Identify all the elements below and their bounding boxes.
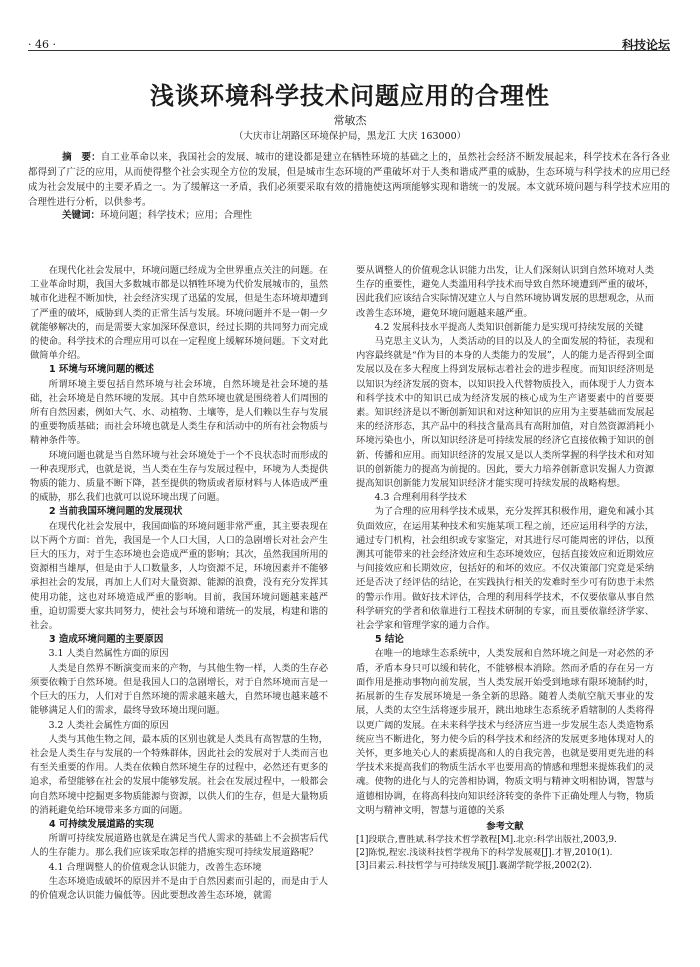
- body-paragraph: 要从调整人的价值观念认识能力出发，让人们深刻认识到自然环境对人类生存的重要性，避免人类滥用科学技术而导致自然环境遭到严重的破坏，因此我们应该结合实际情况建立人与自然环境协调发展的思想观念，从而改善生态环境，避免环境问题越来越严重。: [356, 265, 654, 319]
- journal-section-name: 科技论坛: [621, 38, 670, 52]
- body-paragraph: 马克思主义认为，人类活动的目的以及人的全面发展的特征，表现和内容最终就是“作为目的本身的人类能力的发展”，人的能力是否得到全面发展以及在多大程度上得到发展标志着社会的进步程度。而知识经济则是以知识为经济发展的资本，以知识投入代替物质投入，而体现于人力资本和科学技术中的知识已成为经济发展的核心成为生产诸要素中的首要要素。知识经济是以不断创新知识和对这种知识的应用为主要基础而发展起来的经济形态，其产品中的科技含量高具有高附加值，对自然资源消耗小环境污染也小，所以知识经济是可持续发展的经济它直接依赖于知识的创新、传播和应用。而知识经济的发展又是以人类所掌握的科学技术和对知识的创新能力的提高为前提的。因此，要大力培养创新意识发掘人力资源提高知识创新能力发展知识经济才能实现可持续发展的战略构想。: [356, 336, 654, 490]
- section-heading: 4.1 合理调整人的价值观念认识能力，改善生态环境: [48, 861, 262, 873]
- body-paragraph: 人类与其他生物之间，最本质的区别也就是人类具有高智慧的生物，社会是人类生存与发展的一个特殊群体，因此社会的发展对于人类而言也有至关重要的作用。人类在依赖自然环境生存的过程中，必然还有更多的追求，希望能够在社会的发展中能够发展。社会在发展过程中，一般都会向自然环境中挖掘更多物质能源与资源，以供人们的生存，但是大量物质的消耗避免给环境带来多方面的问题。: [30, 733, 328, 816]
- body-paragraph: 在现代化社会发展中，我国面临的环境问题非常严重，其主要表现在以下两个方面：首先，我国是一个人口大国，人口的急剧增长对社会产生巨大的压力，对于生态环境也会造成严重的影响；其次，虽然我国所用的资源相当雄厚，但是由于人口数量多，人均资源不足，环境因素并不能够承担社会的发展，再加上人们对大量资源、能源的浪费，没有充分发挥其使用功能，这也对环境造成严重的影响。目前，我国环境问题越来越严重，迫切需要大家共同努力，使社会与环境和谐统一的发展，构建和谐的社会。: [30, 520, 328, 632]
- left-column: [30, 264, 328, 903]
- body-paragraph: 人类是自然界不断演变而来的产物，与其他生物一样，人类的生存必须要依赖于自然环境。但是我国人口的急剧增长，对于自然环境而言是一个巨大的压力，人们对于自然环境的需求越来越大，自然环境也越来越不能够满足人们的需求，最终导致环境出现问题。: [30, 662, 328, 717]
- keywords-label: 关键词：: [62, 210, 101, 221]
- abstract-label: 摘 要：: [62, 152, 101, 163]
- body-paragraph: 所谓环境主要包括自然环境与社会环境，自然环境是社会环境的基础，社会环境是自然环境的发展。其中自然环境也就是围绕着人们周围的所有自然因素，例如大气、水、动植物、土壤等，是人们赖以生存与发展的重要物质基础；而社会环境也就是人类生存和活动中的所有社会物质与精神条件等。: [30, 378, 328, 447]
- section-heading: 3 造成环境问题的主要原因: [49, 634, 164, 646]
- abstract-text: 自工业革命以来，我国社会的发展、城市的建设都是建立在牺牲环境的基础之上的，虽然社会经济不断发展起来，科学技术在各行各业都得到了广泛的应用，从而使得整个社会实现全方位的发展，但是城市生态环境的严重破坏对于人类和谐成严重的威胁，生态环境与科学技术的应用已经成为社会发展中的主要矛盾之一。为了缓解这一矛盾，我们必须要采取有效的措施使这两项能够实现和谐统一的发展。本文就环境问题与科学技术应用的合理性进行分析，以供参考。: [28, 152, 670, 208]
- section-heading: 1 环境与环境问题的概述: [49, 364, 154, 376]
- body-paragraph: 在现代化社会发展中，环境问题已经成为全世界重点关注的问题。在工业革命时期，我国大多数城市都是以牺牲环境为代价发展城市的，虽然城市化进程不断加快，社会经济实现了迅猛的发展，但是生态环境却遭到了严重的破坏，威胁到人类的正常生活与发展。环境问题并不是一朝一夕就能够解决的，而是需要大家加深环保意识，经过长期的共同努力而完成的使命。科学技术的合理应用可以在一定程度上缓解环境问题。下文对此做简单介绍。: [30, 265, 328, 362]
- abstract: [28, 150, 670, 210]
- section-heading: 3.2 人类社会属性方面的原因: [48, 719, 169, 731]
- section-heading: 2 当前我国环境问题的发展现状: [49, 506, 183, 518]
- body-paragraph: 在唯一的地球生态系统中，人类发展和自然环境之间是一对必然的矛盾，矛盾本身只可以缓和转化，不能够根本消除。然而矛盾的存在另一方面作用是推动事物向前发展，当人类发展开始受到地球有限环境制约时，拓展新的生存发展环境是一条全新的思路。随着人类航空航天事业的发展，人类的太空生活将逐步展开，跳出地球生态系统矛盾辖制的人类将得以更广阔的发展。在未来科学技术与经济应当进一步发展生态人类造物系统应当不断进化，努力使今后的科学技术和经济的发展更多地体现对人的关怀，更多地关心人的素质提高和人的自我完善，也就是要用更先进的科学技术来提高我们的物质生活水平也要用高的情感和理想来提炼我们的灵魂。使物的进化与人的完善相协调，物质文明与精神文明相协调，智慧与道德相协调，在将高科技向知识经济转变的条件下正确处理人与物，物质文明与精神文明，智慧与道德的关系: [356, 648, 654, 816]
- reference-item: [1]段联合,曹胜斌.科学技术哲学教程[M].北京:科学出版社,2003,9.: [356, 835, 617, 846]
- section-heading: 3.1 人类自然属性方面的原因: [48, 648, 169, 660]
- section-heading: 5 结论: [375, 634, 404, 646]
- body-paragraph: 为了合理的应用科学技术成果，充分发挥其积极作用，避免和减小其负面效应，在运用某种技术和实施某项工程之前，还应运用科学的方法，通过专门机构，社会组织或专家鉴定，对其进行尽可能周密的评估，以预测其可能带来的社会经济效应和生态环境效应，包括直接效应和近期效应与间接效应和长期效应，包括好的和坏的效应。不仅决策部门究竟是采纳还是否决了经评估的结论，在实践执行相关的发难时至少可有防患于未然的警示作用。做好技术评估，合理的利用科学技术，不仅要依靠从事自然科学研究的学者和依靠进行工程技术研制的专家，而且要依靠经济学家、社会学家和管理学家的通力合作。: [356, 506, 654, 632]
- reference-item: [2]陈悦,程宏.浅谈科技哲学视角下的科学发展观[J].才智,2010(1).: [356, 848, 613, 859]
- keywords: [62, 207, 252, 221]
- section-heading: 4.3 合理利用科学技术: [374, 492, 467, 504]
- references-title: 参考文献: [486, 820, 524, 832]
- body-paragraph: 所谓可持续发展道路也就是在满足当代人需求的基础上不会损害后代人的生存能力。那么我们应该采取怎样的措施实现可持续发展道路呢？: [30, 833, 328, 859]
- article-title: 浅谈环境科学技术问题应用的合理性: [150, 82, 550, 110]
- page-number: · 46 ·: [28, 38, 56, 51]
- section-heading: 4 可持续发展道路的实现: [49, 818, 154, 830]
- body-paragraph: 环境问题也就是当自然环境与社会环境处于一个不良状态时而形成的一种表现形式，也就是说，当人类在生存与发展过程中，环境为人类提供物质的能力、质量不断下降，甚至提供的物质或者原材料与人体造成严重的威胁，那么我们也就可以说环境出现了问题。: [30, 449, 328, 504]
- page-header: [28, 30, 670, 51]
- keywords-text: 环境问题；科学技术；应用；合理性: [100, 210, 253, 221]
- reference-item: [3]吕素云.科技哲学与可持续发展[J].襄湖学院学报,2002(2).: [356, 861, 593, 872]
- article-author: 常敏杰: [333, 114, 367, 127]
- right-column: [356, 264, 654, 873]
- author-affiliation: （大庆市让胡路区环境保护局，黑龙江 大庆 163000）: [233, 131, 467, 142]
- body-paragraph: 生态环境造成破坏的原因并不是由于自然因素而引起的，而是由于人的价值观念认识能力偏低等。因此要想改善生态环境，就需: [30, 875, 328, 901]
- section-heading: 4.2 发展科技水平提高人类知识创新能力是实现可持续发展的关键: [374, 321, 644, 333]
